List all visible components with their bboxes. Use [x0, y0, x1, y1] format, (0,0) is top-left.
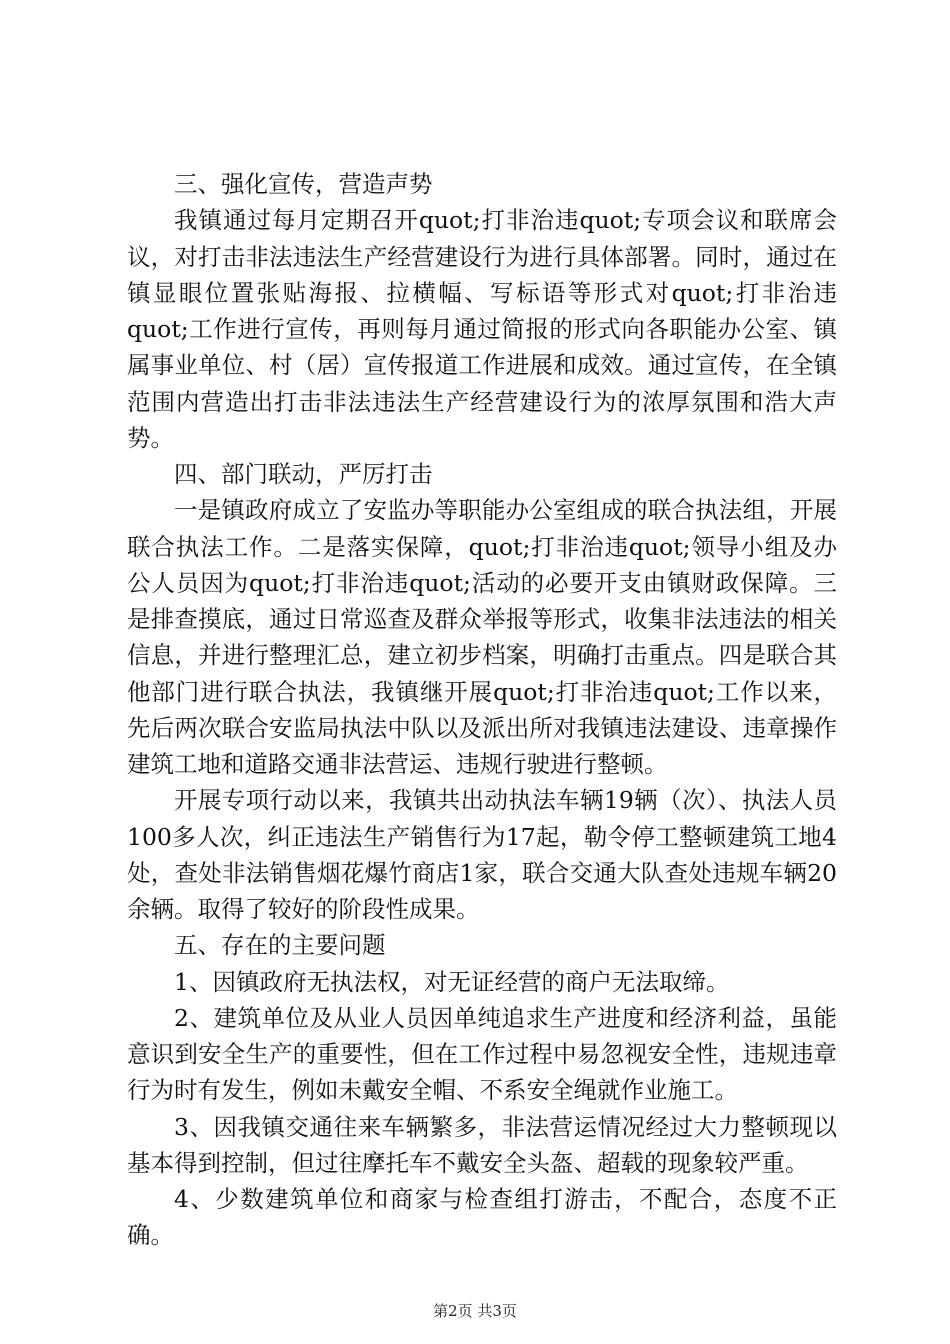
paragraph-results: 开展专项行动以来，我镇共出动执法车辆19辆（次）、执法人员100多人次，纠正违法生产销售行为17起，勒令停工整顿建筑工地4处，查处非法销售烟花爆竹商店1家，联合交通大队查处违规车辆20余辆。取得了较好的阶段性成果。 — [127, 786, 837, 923]
section-heading-publicity: 三、强化宣传，营造声势 — [174, 170, 433, 198]
problem-item-1: 1、因镇政府无执法权，对无证经营的商户无法取缔。 — [174, 967, 730, 996]
section-heading-problems: 五、存在的主要问题 — [174, 931, 386, 960]
document-body — [127, 166, 837, 1254]
paragraph-publicity: 我镇通过每月定期召开quot;打非治违quot;专项会议和联席会议，对打击非法违法生产经营建设行为进行具体部署。同时，通过在镇显眼位置张贴海报、拉横幅、写标语等形式对quot;打非治违quot;工作进行宣传，再则每月通过简报的形式向各职能办公室、镇属事业单位、村（居）宣传报道工作进展和成效。通过宣传，在全镇范围内营造出打击非法违法生产经营建设行为的浓厚氛围和浩大声势。 — [127, 206, 837, 452]
problem-item-3: 3、因我镇交通往来车辆繁多，非法营运情况经过大力整顿现以基本得到控制，但过往摩托车不戴安全头盔、超载的现象较严重。 — [127, 1112, 837, 1177]
page-number-footer: 第2页 共3页 — [433, 1302, 517, 1320]
problem-item-2: 2、建筑单位及从业人员因单纯追求生产进度和经济利益，虽能意识到安全生产的重要性，但在工作过程中易忽视安全性，违规违章行为时有发生，例如未戴安全帽、不系安全绳就作业施工。 — [127, 1003, 837, 1105]
paragraph-joint-action: 一是镇政府成立了安监办等职能办公室组成的联合执法组，开展联合执法工作。二是落实保障，quot;打非治违quot;领导小组及办公人员因为quot;打非治违quot;活动的必要开支由镇财政保障。三是排查摸底，通过日常巡查及群众举报等形式，收集非法违法的相关信息，并进行整理汇总，建立初步档案，明确打击重点。四是联合其他部门进行联合执法，我镇继开展quot;打非治违quot;工作以来，先后两次联合安监局执法中队以及派出所对我镇违法建设、违章操作建筑工地和道路交通非法营运、违规行驶进行整顿。 — [127, 496, 837, 778]
section-heading-joint-action: 四、部门联动，严厉打击 — [174, 460, 433, 488]
problem-item-4: 4、少数建筑单位和商家与检查组打游击，不配合，态度不正确。 — [127, 1185, 837, 1250]
